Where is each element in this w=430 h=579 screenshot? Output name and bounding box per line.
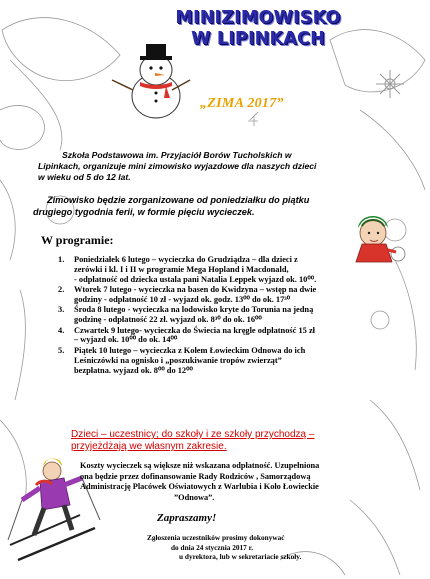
program-list <box>58 255 358 376</box>
notice-line: Dzieci – uczestnicy; do szkoły i ze szkoły przychodzą – <box>71 429 315 440</box>
application-note <box>147 533 367 562</box>
item-number: 3. <box>58 305 65 315</box>
intro-line: w wieku od 5 do 12 lat. <box>38 172 131 183</box>
notice-line: przyjeżdżają we własnym zakresie. <box>71 441 227 452</box>
closing-invitation: Zapraszamy! <box>157 512 217 524</box>
program-heading: W programie: <box>41 233 114 247</box>
intro-paragraph <box>38 150 378 184</box>
program-item <box>58 346 358 376</box>
item-number: 4. <box>58 325 65 335</box>
item-line: Leśniczówki na ognisko i „poszukiwanie tropów zwierząt” <box>74 355 282 365</box>
season-label: „ZIMA 2017” <box>200 96 284 111</box>
summary-line: drugiego tygodnia ferii, w formie pięciu wycieczek. <box>33 207 255 217</box>
costs-paragraph <box>80 461 380 503</box>
item-number: 1. <box>58 255 65 264</box>
child-snowball-icon <box>356 216 405 262</box>
item-line: Czwartek 9 lutego- wycieczka do Świecia na kręgle odpłatność 15 zł <box>74 325 315 335</box>
snowman-icon <box>112 44 190 118</box>
title-line-1: MINIZIMOWISKO <box>175 8 341 28</box>
item-line: Wtorek 7 lutego - wycieczka na basen do Kwidzyna – wstęp na dwie <box>74 285 317 295</box>
flyer-title <box>148 8 368 50</box>
item-line: - odpłatność od dziecka ustala pani Natalia Leppek wyjazd ok. 10⁰⁰. <box>74 274 317 284</box>
item-line: godzinę - odpłatność 22 zł. wyjazd ok. 8³⁰ do ok. 16⁰⁰ <box>74 315 262 325</box>
item-number: 5. <box>58 345 65 355</box>
apply-line: u dyrektora, lub w sekretariacie szkoły. <box>179 552 302 562</box>
apply-line: Zgłoszenia uczestników prosimy dokonywać <box>147 533 285 542</box>
program-item <box>58 305 358 325</box>
program-item <box>58 285 358 305</box>
program-item <box>58 326 358 346</box>
apply-line: do dnia 24 stycznia 2017 r. <box>171 542 254 552</box>
item-line: – wyjazd ok. 10⁰⁰ do ok. 14⁰⁰ <box>74 335 178 345</box>
transport-notice <box>71 429 371 453</box>
summary-paragraph <box>33 194 373 218</box>
summary-line: Zimowisko będzie zorganizowane od poniedziałku do piątku <box>47 195 310 205</box>
item-number: 2. <box>58 285 65 295</box>
program-item <box>58 255 358 285</box>
item-line: Piątek 10 lutego – wycieczka z Kołem Łowieckim Odnowa do ich <box>74 345 306 355</box>
snowflake-icon <box>376 70 404 98</box>
intro-line: Szkoła Podstawowa im. Przyjaciół Borów Tucholskich w <box>62 150 292 160</box>
intro-line: Lipinkach, organizuje mini zimowisko wyjazdowe dla naszych dzieci <box>38 161 317 172</box>
item-line: Środa 8 lutego - wycieczka na lodowisko kryte do Torunia na jedną <box>74 305 314 315</box>
item-line: godziny - odpłatność 10 zł - wyjazd ok. godz. 13⁰⁰ do ok. 17³⁰ <box>74 295 291 305</box>
costs-line: ona będzie przez dofinansowanie Rady Rodziców , Samorządową <box>80 471 311 481</box>
costs-line: Koszty wycieczek są większe niż wskazana odpłatność. Uzupełniona <box>80 461 320 470</box>
title-line-2: W LIPINKACH <box>191 29 325 49</box>
costs-line: Administrację Placówek Oświatowych z Warlubia i Koło Łowieckie <box>80 482 319 492</box>
costs-line: ”Odnowa”. <box>174 492 215 502</box>
item-line: Poniedziałek 6 lutego – wycieczka do Grudziądza – dla dzieci z <box>74 255 298 264</box>
item-line: bezpłatna. wyjazd ok. 8⁰⁰ do 12⁰⁰ <box>74 365 193 375</box>
item-line: zerówki i kl. I i II w programie Mega Hopland i Macdonald, <box>74 264 289 274</box>
